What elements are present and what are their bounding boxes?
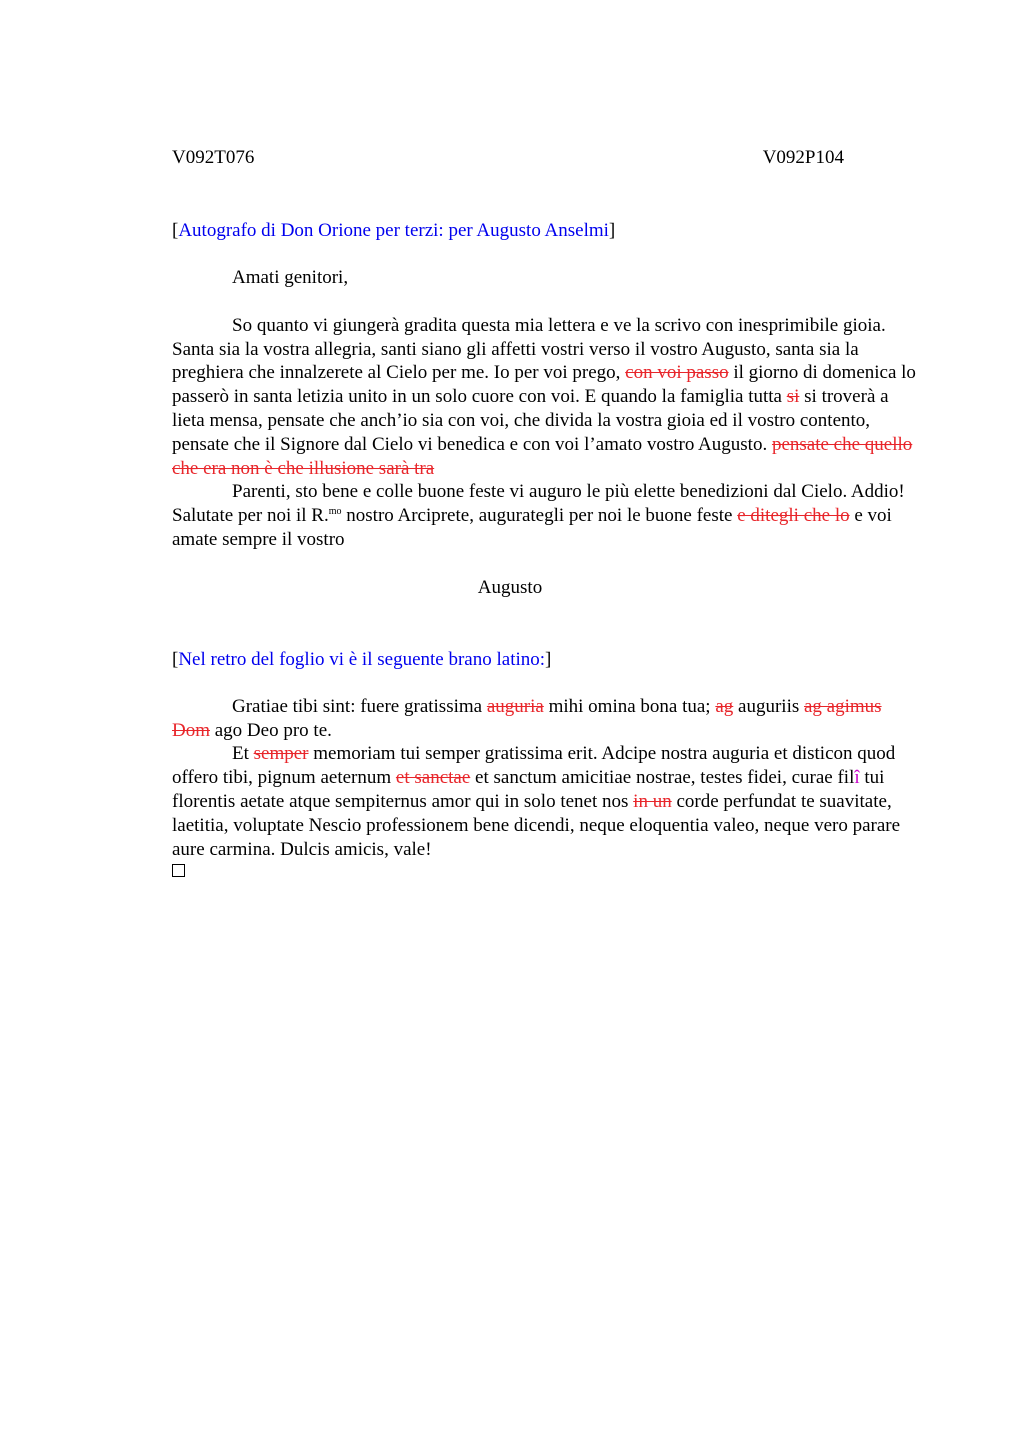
square-outline-icon — [172, 864, 185, 877]
deleted-text: pensate che quello che era non è che illusione sarà tra — [172, 433, 913, 479]
deleted-text: con voi passo — [625, 362, 729, 384]
document-header — [172, 145, 924, 171]
deleted-text: in un — [633, 790, 672, 812]
end-marker — [172, 861, 924, 883]
deleted-text: e ditegli che lo — [737, 505, 850, 527]
latin-paragraph-2: Et semper memoriam tui semper gratissima erit. Adcipe nostra auguria et disticon quod offero tibi, pignum aeternum et sanctae et sanctum amicitiae nostrae, testes fidei, curae filî tui florentis aetate atque sempiternus amor qui in solo tenet nos in un corde perfundat te suavitate, laetitia, voluptate Nescio professionem bene dicendi, neque eloquentia valeo, neque vero parare aure carmina. Dulcis amicis, vale! — [172, 743, 901, 860]
letter-paragraph-2: Parenti, sto bene e colle buone feste vi auguro le più elette benedizioni dal Cielo. Addio! Salutate per noi il R.$^{mo}$ nostro Arciprete, augurategli per noi le buone feste e ditegli che lo e voi amate sempre il vostro — [172, 481, 905, 550]
deleted-text: et sanctae — [395, 767, 471, 789]
editorial-note-text: Autografo di Don Orione per terzi: per Augusto Anselmi — [178, 220, 609, 241]
deleted-text: semper — [253, 743, 309, 765]
letter-paragraph-1: So quanto vi giungerà gradita questa mia lettera e ve la scrivo con inesprimibile gioia. Santa sia la vostra allegria, santi siano gli affetti vostri verso il vostro Augusto, santa sia la preghiera che innalzerete al Cielo per me. Io per voi prego, con voi passo il giorno di domenica lo passerò in santa letizia unito in un solo cuore con voi. E quando la famiglia tutta si si troverà a lieta mensa, pensate che anch’io sia con voi, che divida la vostra gioia ed il vostro contento, pensate che il Signore dal Cielo vi benedica e con voi l’amato vostro Augusto. pensate che quello che era non è che illusione sarà tra — [172, 314, 916, 479]
deleted-text: auguria — [486, 695, 544, 717]
letter-salutation: Amati genitori, — [232, 267, 349, 288]
letter-signature: Augusto — [477, 576, 543, 598]
editorial-note-autograph: [Autografo di Don Orione per terzi: per Augusto Anselmi] — [172, 220, 616, 241]
latin-paragraph-1: Gratiae tibi sint: fuere gratissima auguria mihi omina bona tua; ag auguriis ag agimus Dom ago Deo pro te. — [172, 695, 882, 741]
deleted-text: ag — [715, 695, 734, 717]
volume-code-left: V092T076 — [172, 147, 255, 168]
editorial-note-reverse: [Nel retro del foglio vi è il seguente brano latino:] — [172, 648, 552, 670]
corrected-letter: î — [854, 767, 860, 789]
volume-code-right: V092P104 — [762, 147, 844, 168]
document-page — [172, 145, 924, 883]
superscript-abbrev: mo — [328, 506, 342, 518]
deleted-text: si — [786, 386, 800, 408]
editorial-note-text: Nel retro del foglio vi è il seguente brano latino: — [178, 648, 546, 670]
deleted-text: ag agimus Dom — [172, 695, 882, 741]
